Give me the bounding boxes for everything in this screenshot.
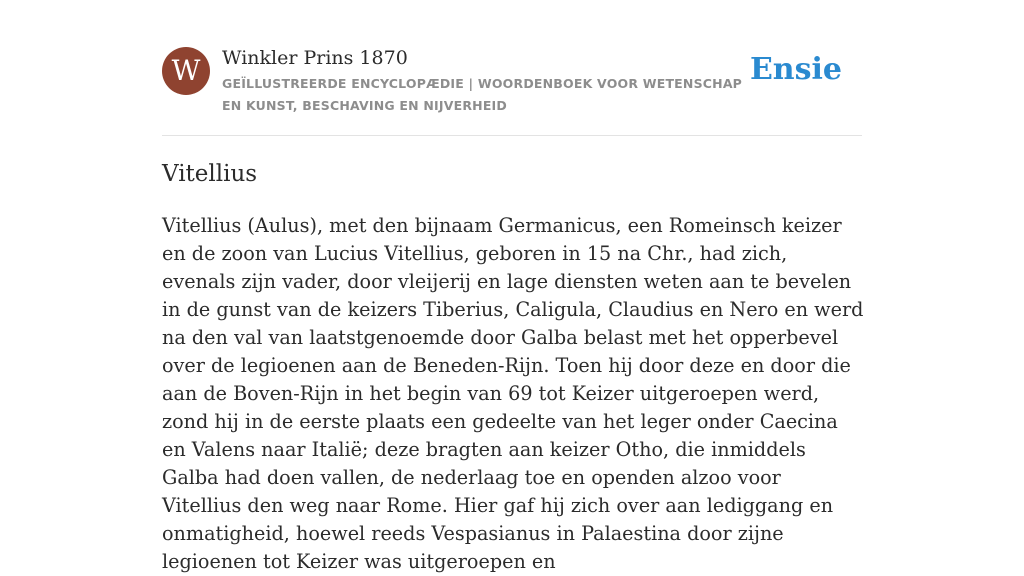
header-divider <box>162 135 862 136</box>
source-header <box>162 47 862 117</box>
entry-body: Vitellius (Aulus), met den bijnaam Germanicus, een Romeinsch keizer en de zoon van Lucius Vitellius, geboren in 15 na Chr., had zich, evenals zijn vader, door vleijerij en lage diensten weten aan te bevelen in de gunst van de keizers Tiberius, Caligula, Claudius en Nero en werd na den val van laatstgenoemde door Galba belast met het opperbevel over de legioenen aan de Beneden-Rijn. Toen hij door deze en door die aan de Boven-Rijn in het begin van 69 tot Keizer uitgeroepen werd, zond hij in de eerste plaats een gedeelte van het leger onder Caecina en Valens naar Italië; deze bragten aan keizer Otho, die inmiddels Galba had doen vallen, de nederlaag toe en openden alzoo voor Vitellius den weg naar Rome. Hier gaf hij zich over aan lediggang en onmatigheid, hoewel reeds Vespasianus in Palaestina door zijne legioenen tot Keizer was uitgeroepen en <box>162 214 864 573</box>
page-container <box>162 0 864 573</box>
source-avatar[interactable]: W <box>162 47 210 95</box>
source-subtitle: GEÏLLUSTREERDE ENCYCLOPÆDIE | WOORDENBOEK VOOR WETENSCHAP EN KUNST, BESCHAVING EN NIJVERHEID <box>222 76 743 113</box>
entry-title: Vitellius <box>162 161 258 187</box>
brand-logo[interactable]: Ensie <box>749 52 842 87</box>
source-info <box>222 47 752 117</box>
source-title[interactable]: Winkler Prins 1870 <box>222 47 408 69</box>
